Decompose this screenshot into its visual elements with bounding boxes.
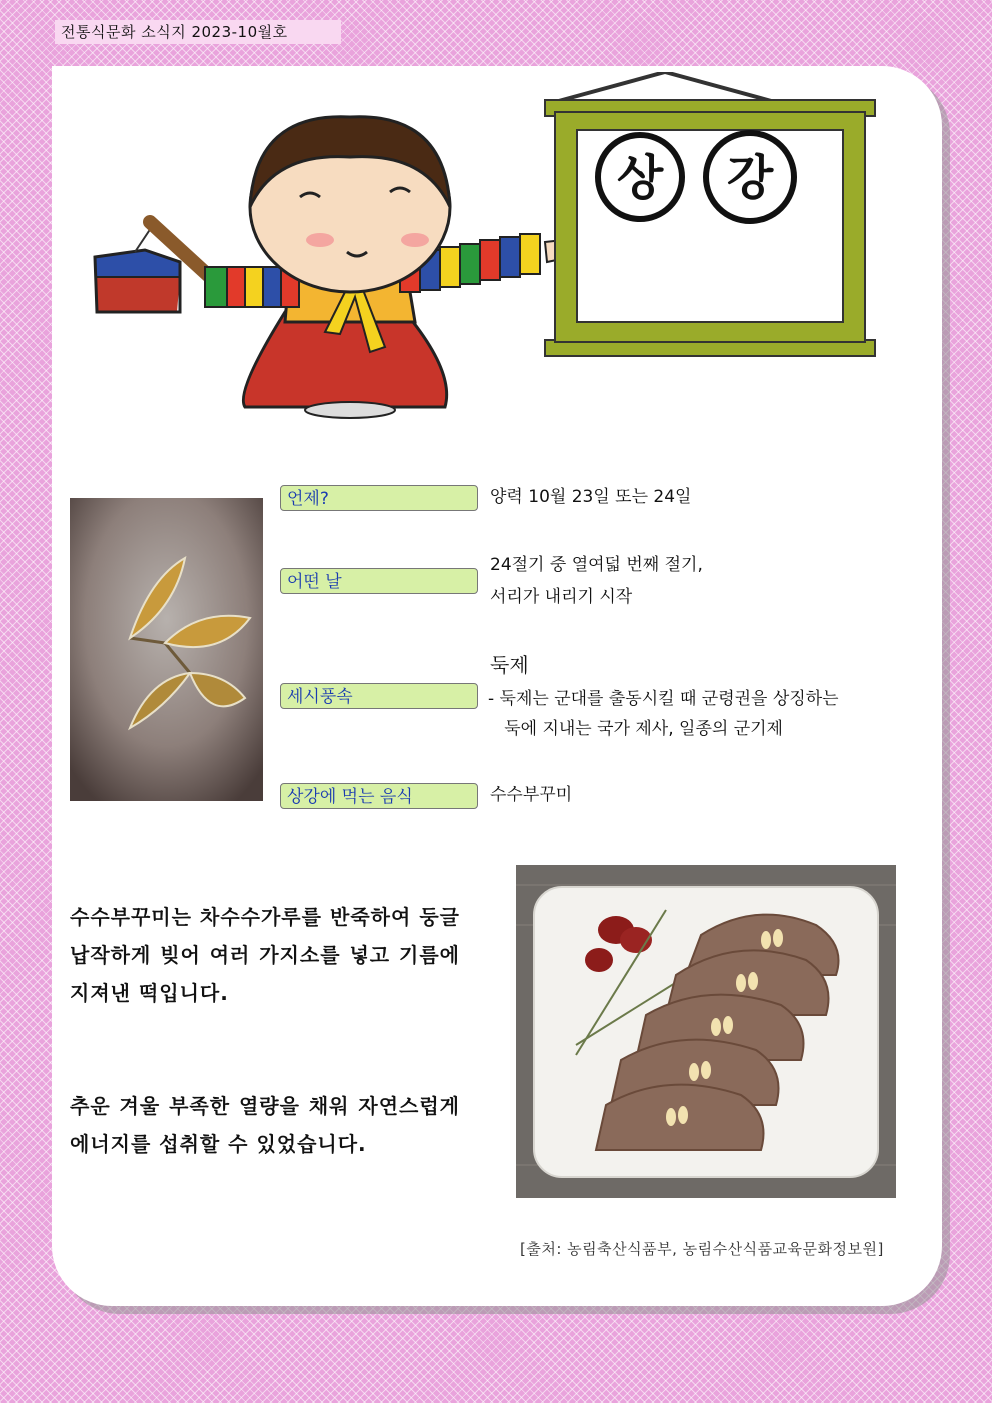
value-when: 양력 10월 23일 또는 24일	[490, 487, 692, 507]
value-customs-line2: 둑에 지내는 국가 제사, 일종의 군기제	[488, 719, 783, 739]
label-customs: 세시풍속	[280, 683, 478, 709]
hanbok-child-illustration	[85, 72, 885, 422]
value-what-day-line2: 서리가 내리기 시작	[490, 587, 633, 607]
sign-char-2: 강	[726, 150, 774, 206]
paragraph-benefit: 추운 겨울 부족한 열량을 채워 자연스럽게 에너지를 섭취할 수 있었습니다.	[70, 1094, 460, 1156]
label-food: 상강에 먹는 음식	[280, 783, 478, 809]
source-credit: [출처: 농림축산식품부, 농림수산식품교육문화정보원]	[520, 1240, 884, 1258]
paragraph-description: 수수부꾸미는 차수수가루를 반죽하여 둥글납작하게 빚어 여러 가지소를 넣고 기름에 지져낸 떡입니다.	[70, 905, 460, 1005]
susubukkumi-photo	[516, 865, 896, 1198]
sign-char-1: 상	[616, 150, 664, 206]
scroll-sign	[545, 72, 875, 356]
frost-leaf-photo	[70, 498, 263, 801]
value-food: 수수부꾸미	[490, 785, 573, 805]
value-customs-heading: 둑제	[490, 653, 529, 677]
newsletter-header: 전통식문화 소식지 2023-10월호	[55, 20, 341, 44]
value-what-day-line1: 24절기 중 열여덟 번째 절기,	[490, 555, 703, 575]
label-what-day: 어떤 날	[280, 568, 478, 594]
value-customs-line1: - 둑제는 군대를 출동시킬 때 군령권을 상징하는	[488, 689, 839, 709]
label-when: 언제?	[280, 485, 478, 511]
